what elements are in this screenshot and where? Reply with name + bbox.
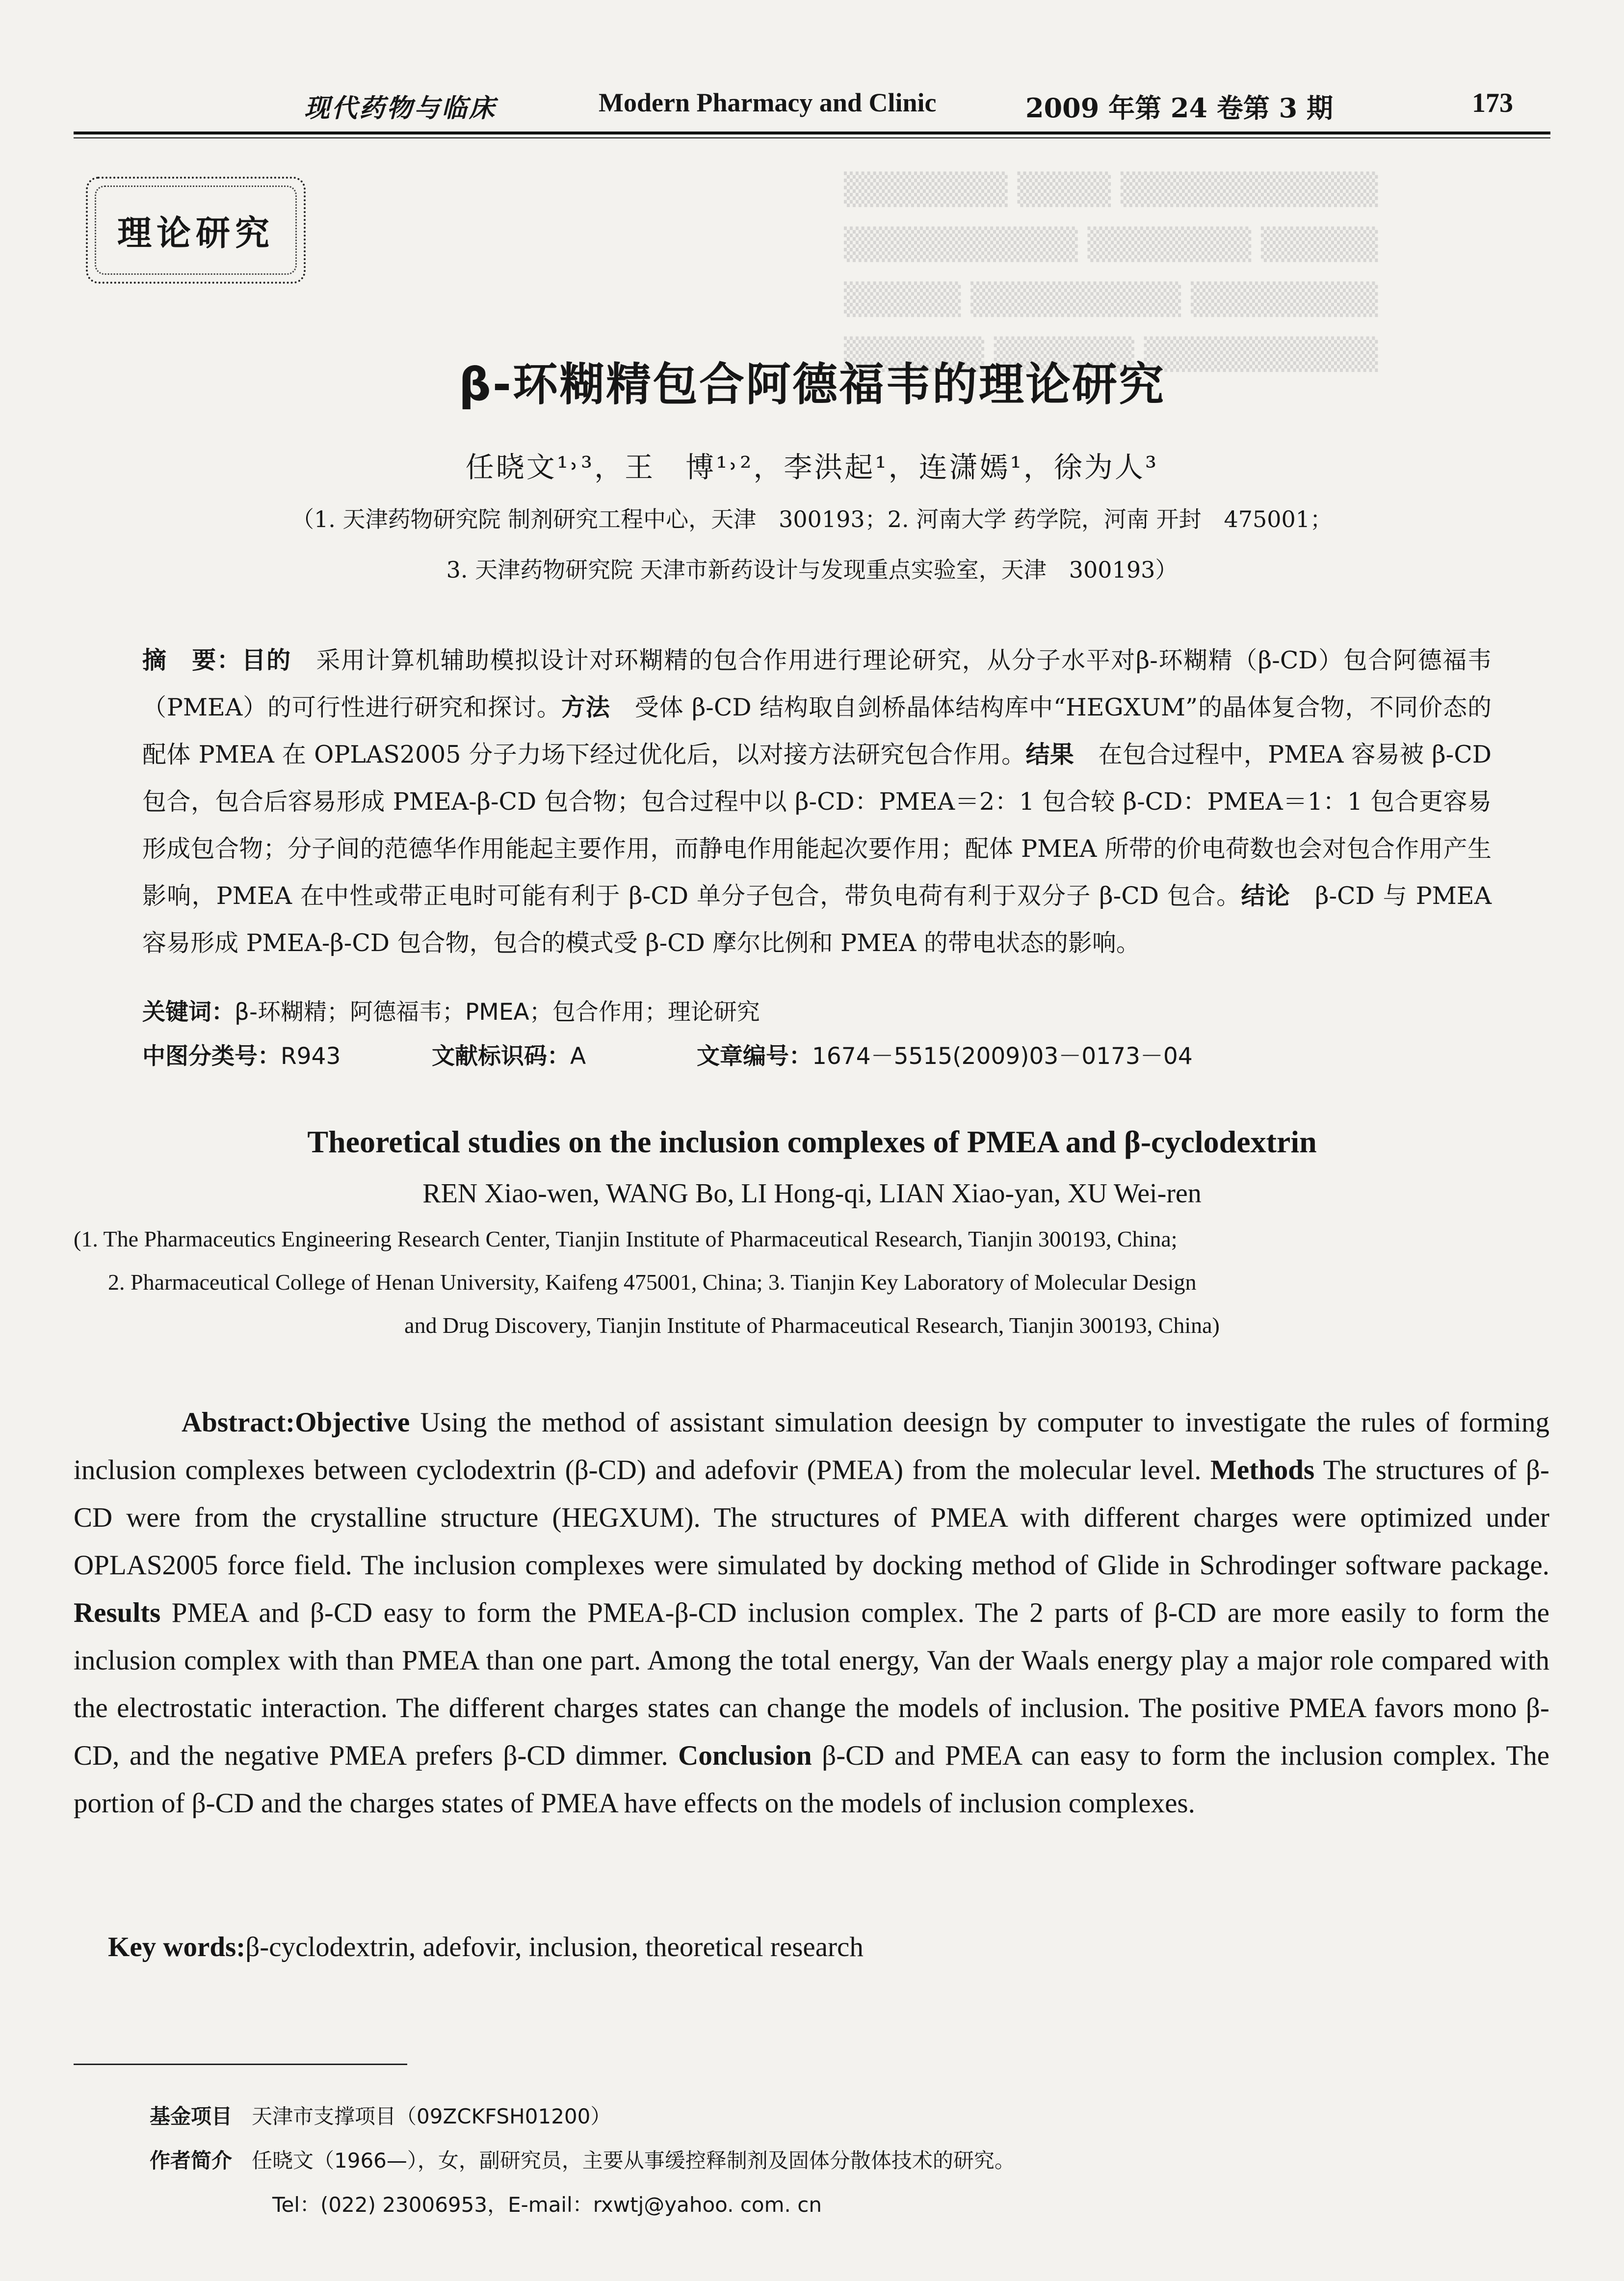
- running-header: [294, 79, 1521, 128]
- article-no-value: 1674－5515(2009)03－0173－04: [812, 1043, 1193, 1070]
- methods-cn-text: 受体 β-CD 结构取自剑桥晶体结构库中“HEGXUM”的晶体复合物，不同价态的配体 PMEA 在 OPLAS2005 分子力场下经过优化后，以对接方法研究包合作用。: [142, 693, 1492, 769]
- abstract-cn-label: 摘 要：: [142, 646, 242, 674]
- keywords-en-label: Key words:: [108, 1932, 246, 1963]
- abstract-en-label: Abstract:: [182, 1407, 295, 1438]
- authors-cn: 任晓文¹˒³，王 博¹˒²，李洪起¹，连潇嫣¹，徐为人³: [465, 451, 1159, 484]
- objective-cn-label: 目的: [241, 646, 291, 674]
- clc-label: 中图分类号：: [142, 1043, 281, 1070]
- methods-cn-label: 方法: [561, 693, 610, 721]
- doc-code-label: 文献标识码：: [432, 1043, 570, 1070]
- conclusion-en-text: β-CD and PMEA can easy to form the inclusion complex. The portion of β-CD and the charges states of PMEA have effects on the models of inclusion complexes.: [74, 1740, 1550, 1819]
- conclusion-cn-label: 结论: [1241, 882, 1290, 910]
- funding-label: 基金项目: [150, 2104, 233, 2128]
- results-cn-text: 在包合过程中，PMEA 容易被 β-CD 包合，包合后容易形成 PMEA-β-CD 包合物；包合过程中以 β-CD：PMEA＝2：1 包合较 β-CD：PMEA＝1：1 包合更容易形成包合物；分子间的范德华作用能起主要作用，而静电作用能起次要作用；配体 PMEA 所带的价电荷数也会对包合作用产生影响，PMEA 在中性或带正电时可能有利于 β-CD 单分子包合，带负电荷有利于双分子 β-CD 包合。: [142, 741, 1492, 910]
- doc-code-value: A: [570, 1043, 586, 1070]
- footnote-contact: Tel：(022) 23006953，E-mail：rxwtj@yahoo. com. cn: [272, 2193, 822, 2217]
- methods-en-text: The structures of β-CD were from the crystalline structure (HEGXUM). The structures of PMEA with different charges were optimized under OPLAS2005 force field. The inclusion complexes were simulated by docking method of Glide in Schrodinger software package.: [74, 1455, 1549, 1581]
- affiliation-cn-line: （1. 天津药物研究院 制剂研究工程中心，天津 300193；2. 河南大学 药学院，河南 开封 475001；: [291, 506, 1333, 532]
- abstract-en: [74, 1399, 1549, 1827]
- results-cn-label: 结果: [1025, 741, 1074, 769]
- footnote-author-bio: [150, 2145, 1015, 2174]
- article-no-label: 文章编号：: [697, 1043, 812, 1070]
- keywords-cn-label: 关键词：: [142, 999, 235, 1026]
- conclusion-en-label: Conclusion: [678, 1740, 812, 1771]
- section-badge: [86, 177, 306, 284]
- clc-value: R943: [281, 1043, 341, 1070]
- results-en-text: PMEA and β-CD easy to form the PMEA-β-CD inclusion complex. The 2 parts of β-CD are more easily to form the inclusion complex with than PMEA than one part. Among the total energy, Van der Waals energy play a major role compared with the electrostatic interaction. The different charges states can change the models of inclusion. The positive PMEA favors mono β-CD, and the negative PMEA prefers β-CD dimmer.: [74, 1597, 1550, 1771]
- funding-value: 天津市支撑项目（09ZCKFSH01200）: [252, 2104, 611, 2128]
- keywords-en-value: β-cyclodextrin, adefovir, inclusion, theoretical research: [245, 1932, 864, 1963]
- header-rule: [74, 132, 1550, 138]
- affiliation-en-line: (1. The Pharmaceutics Engineering Research Center, Tianjin Institute of Pharmaceutical Research, Tianjin 300193, China;: [74, 1226, 1178, 1251]
- affiliation-en-line: 2. Pharmaceutical College of Henan University, Kaifeng 475001, China; 3. Tianjin Key Laboratory of Molecular Design: [108, 1270, 1197, 1295]
- author-bio-value: 任晓文（1966—），女，副研究员，主要从事缓控释制剂及固体分散体技术的研究。: [252, 2148, 1015, 2173]
- paper-title-cn: β-环糊精包合阿德福韦的理论研究: [458, 358, 1166, 411]
- classification-line: [142, 1038, 1467, 1071]
- affiliation-cn-line: 3. 天津药物研究院 天津市新药设计与发现重点实验室，天津 300193）: [446, 557, 1178, 583]
- issue-info: 2009 年第 24 卷第 3 期: [1025, 92, 1334, 124]
- objective-en-label: Objective: [295, 1407, 410, 1438]
- methods-en-label: Methods: [1210, 1455, 1315, 1485]
- keywords-cn-value: β-环糊精；阿德福韦；PMEA；包合作用；理论研究: [235, 999, 760, 1026]
- results-en-label: Results: [74, 1597, 161, 1628]
- journal-name-en: Modern Pharmacy and Clinic: [599, 88, 937, 117]
- affiliation-en-line: and Drug Discovery, Tianjin Institute of Pharmaceutical Research, Tianjin 300193, China): [404, 1313, 1220, 1338]
- keywords-en: [108, 1931, 864, 1963]
- keywords-cn: [142, 994, 760, 1027]
- abstract-cn: [142, 637, 1492, 967]
- journal-name-cn: 现代药物与临床: [304, 93, 497, 123]
- author-bio-label: 作者简介: [150, 2148, 233, 2173]
- paper-title-en: Theoretical studies on the inclusion complexes of PMEA and β-cyclodextrin: [307, 1124, 1317, 1159]
- authors-en: REN Xiao-wen, WANG Bo, LI Hong-qi, LIAN Xiao-yan, XU Wei-ren: [422, 1178, 1202, 1209]
- conclusion-cn-text: β-CD 与 PMEA 容易形成 PMEA-β-CD 包合物，包合的模式受 β-CD 摩尔比例和 PMEA 的带电状态的影响。: [142, 882, 1492, 957]
- objective-cn-text: 采用计算机辅助模拟设计对环糊精的包合作用进行理论研究，从分子水平对β-环糊精（β-CD）包合阿德福韦（PMEA）的可行性进行研究和探讨。: [142, 646, 1492, 721]
- bleed-through-texture: ▒▒▒▒▒▒▒ ▒▒▒▒ ▒▒▒▒▒▒▒▒▒▒▒ ▒▒▒▒▒▒▒▒▒▒ ▒▒▒▒▒▒▒ ▒▒▒▒▒ ▒▒▒▒▒ ▒▒▒▒▒▒▒▒▒ ▒▒▒▒▒▒▒▒ ▒▒▒▒▒▒ ▒▒▒▒▒▒ ▒▒▒▒▒▒▒▒▒▒: [844, 171, 1378, 372]
- page-number: 173: [1472, 88, 1513, 118]
- objective-en-text: Using the method of assistant simulation deesign by computer to investigate the rules of forming inclusion complexes between cyclodextrin (β-CD) and adefovir (PMEA) from the molecular level.: [74, 1407, 1549, 1485]
- footnote-divider: [74, 2064, 407, 2065]
- footnote-funding: [150, 2100, 611, 2130]
- section-badge-label: 理论研究: [117, 212, 274, 253]
